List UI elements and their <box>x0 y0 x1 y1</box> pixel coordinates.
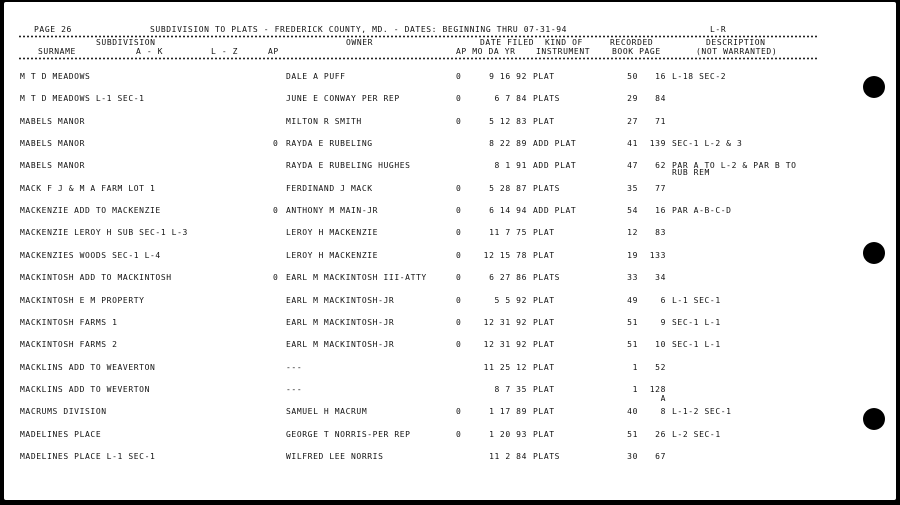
description: L-1-2 SEC-1 <box>672 407 732 417</box>
date-ap-marker: 0 <box>456 429 462 439</box>
owner-name: GEORGE T NORRIS-PER REP <box>286 429 411 439</box>
recorded-page-suffix: A <box>660 393 666 403</box>
recorded-book: 19 <box>627 250 638 260</box>
date-filed: 5 12 83 <box>489 116 527 126</box>
instrument-kind: PLATS <box>533 273 561 283</box>
date-filed: 9 16 92 <box>489 72 527 81</box>
owner-name: SAMUEL H MACRUM <box>286 407 368 417</box>
owner-name: DALE A PUFF <box>286 72 346 81</box>
date-filed: 8 7 35 <box>494 384 527 394</box>
description: L-18 SEC-2 <box>672 72 727 81</box>
recorded-book: 41 <box>627 139 638 149</box>
owner-name: JUNE E CONWAY PER REP <box>286 94 400 104</box>
recorded-book: 51 <box>627 429 638 439</box>
owner-name: --- <box>286 384 303 394</box>
owner-name: MILTON R SMITH <box>286 116 362 126</box>
col-recorded: RECORDED <box>610 38 654 47</box>
date-filed: 6 14 94 <box>489 206 527 216</box>
subdivision-name: MACRUMS DIVISION <box>20 407 107 417</box>
recorded-page: 6 <box>660 295 666 305</box>
col-not-warranted: (NOT WARRANTED) <box>696 47 778 56</box>
date-ap-marker: 0 <box>456 206 462 216</box>
subdivision-name: MACKLINS ADD TO WEVERTON <box>20 384 150 394</box>
recorded-page: 10 <box>655 340 666 350</box>
table-row <box>4 206 896 224</box>
recorded-book: 30 <box>627 451 638 461</box>
ap-marker: 0 <box>273 206 279 216</box>
recorded-book: 29 <box>627 94 638 104</box>
description: PAR A-B-C-D <box>672 206 732 216</box>
table-row <box>4 273 896 291</box>
date-ap-marker: 0 <box>456 340 462 350</box>
date-ap-marker: 0 <box>456 72 462 81</box>
owner-name: EARL M MACKINTOSH-JR <box>286 317 395 327</box>
instrument-kind: PLATS <box>533 451 561 461</box>
date-ap-marker: 0 <box>456 273 462 283</box>
description: SEC-1 L-1 <box>672 317 721 327</box>
recorded-page: 16 <box>655 72 666 81</box>
subdivision-name: MACKINTOSH ADD TO MACKINTOSH <box>20 273 172 283</box>
date-filed: 8 1 91 <box>494 161 527 171</box>
recorded-page: 26 <box>655 429 666 439</box>
table-row <box>4 430 896 448</box>
recorded-page: 62 <box>655 161 666 171</box>
ap-marker: 0 <box>273 139 279 149</box>
instrument-kind: PLAT <box>533 362 555 372</box>
punch-hole-icon <box>863 242 885 264</box>
subdivision-name: MACKINTOSH FARMS 1 <box>20 317 118 327</box>
date-filed: 12 15 78 <box>483 250 527 260</box>
recorded-book: 47 <box>627 161 638 171</box>
recorded-page: 8 <box>660 407 666 417</box>
col-subdivision: SUBDIVISION <box>96 38 156 47</box>
instrument-kind: PLATS <box>533 94 561 104</box>
table-row <box>4 117 896 135</box>
instrument-kind: PLAT <box>533 250 555 260</box>
instrument-kind: PLAT <box>533 407 555 417</box>
subdivision-name: MABELS MANOR <box>20 139 85 149</box>
recorded-book: 40 <box>627 407 638 417</box>
description: L-2 SEC-1 <box>672 429 721 439</box>
recorded-book: 49 <box>627 295 638 305</box>
punch-hole-icon <box>863 408 885 430</box>
date-ap-marker: 0 <box>456 295 462 305</box>
description: L-1 SEC-1 <box>672 295 721 305</box>
instrument-kind: PLAT <box>533 116 555 126</box>
date-filed: 5 28 87 <box>489 183 527 193</box>
recorded-book: 51 <box>627 317 638 327</box>
table-row <box>4 385 896 403</box>
owner-name: WILFRED LEE NORRIS <box>286 451 384 461</box>
owner-name: FERDINAND J MACK <box>286 183 373 193</box>
recorded-book: 50 <box>627 72 638 81</box>
page-number: PAGE 26 <box>34 25 72 34</box>
owner-name: EARL M MACKINTOSH-JR <box>286 340 395 350</box>
recorded-page: 77 <box>655 183 666 193</box>
col-a-k: A - K <box>136 47 164 56</box>
description: SEC-1 L-2 & 3 <box>672 139 743 149</box>
date-filed: 1 20 93 <box>489 429 527 439</box>
owner-name: LEROY H MACKENZIE <box>286 250 379 260</box>
table-row <box>4 407 896 425</box>
owner-name: --- <box>286 362 303 372</box>
subdivision-name: MACKINTOSH FARMS 2 <box>20 340 118 350</box>
owner-name: ANTHONY M MAIN-JR <box>286 206 379 216</box>
subdivision-name: MACKINTOSH E M PROPERTY <box>20 295 145 305</box>
col-book-page: BOOK PAGE <box>612 47 661 56</box>
table-row <box>4 452 896 470</box>
date-filed: 5 5 92 <box>494 295 527 305</box>
description-continued: RUB REM <box>672 168 710 178</box>
instrument-kind: PLAT <box>533 72 555 81</box>
subdivision-name: MABELS MANOR <box>20 161 85 171</box>
subdivision-name: MABELS MANOR <box>20 116 85 126</box>
col-instrument: INSTRUMENT <box>536 47 591 56</box>
recorded-book: 51 <box>627 340 638 350</box>
date-filed: 6 7 84 <box>494 94 527 104</box>
owner-name: RAYDA E RUBELING <box>286 139 373 149</box>
recorded-page: 34 <box>655 273 666 283</box>
subdivision-name: MACKENZIE ADD TO MACKENZIE <box>20 206 161 216</box>
date-filed: 12 31 92 <box>483 317 527 327</box>
date-ap-marker: 0 <box>456 94 462 104</box>
date-ap-marker: 0 <box>456 407 462 417</box>
recorded-page: 71 <box>655 116 666 126</box>
description: PAR A TO L-2 & PAR B TO <box>672 161 797 171</box>
owner-name: LEROY H MACKENZIE <box>286 228 379 238</box>
date-ap-marker: 0 <box>456 228 462 238</box>
recorded-page: 52 <box>655 362 666 372</box>
instrument-kind: PLAT <box>533 317 555 327</box>
owner-name: EARL M MACKINTOSH-JR <box>286 295 395 305</box>
table-row <box>4 251 896 269</box>
subdivision-name: MACKENZIES WOODS SEC-1 L-4 <box>20 250 161 260</box>
subdivision-name: MADELINES PLACE L-1 SEC-1 <box>20 451 156 461</box>
date-ap-marker: 0 <box>456 250 462 260</box>
recorded-book: 1 <box>632 362 638 372</box>
instrument-kind: ADD PLAT <box>533 206 577 216</box>
col-ap-mo-da-yr: AP MO DA YR <box>456 47 516 56</box>
instrument-kind: PLAT <box>533 429 555 439</box>
description: SEC-1 L-1 <box>672 340 721 350</box>
instrument-kind: PLAT <box>533 340 555 350</box>
col-description: DESCRIPTION <box>706 38 766 47</box>
date-ap-marker: 0 <box>456 116 462 126</box>
col-date-filed: DATE FILED <box>480 38 535 47</box>
col-surname: SURNAME <box>38 47 76 56</box>
table-row <box>4 340 896 358</box>
recorded-page: 128 <box>649 384 666 394</box>
date-filed: 11 2 84 <box>489 451 527 461</box>
range-label: L-R <box>710 25 727 34</box>
table-row <box>4 228 896 246</box>
recorded-page: 67 <box>655 451 666 461</box>
subdivision-name: MADELINES PLACE <box>20 429 102 439</box>
recorded-book: 54 <box>627 206 638 216</box>
owner-name: RAYDA E RUBELING HUGHES <box>286 161 411 171</box>
date-filed: 6 27 86 <box>489 273 527 283</box>
ap-marker: 0 <box>273 273 279 283</box>
recorded-page: 139 <box>649 139 666 149</box>
instrument-kind: PLAT <box>533 384 555 394</box>
subdivision-name: M T D MEADOWS <box>20 72 91 81</box>
subdivision-name: M T D MEADOWS L-1 SEC-1 <box>20 94 145 104</box>
table-row <box>4 139 896 157</box>
table-row <box>4 72 896 90</box>
col-owner: OWNER <box>346 38 374 47</box>
date-ap-marker: 0 <box>456 317 462 327</box>
table-row <box>4 161 896 179</box>
recorded-page: 84 <box>655 94 666 104</box>
subdivision-name: MACKLINS ADD TO WEAVERTON <box>20 362 156 372</box>
col-l-z: L - Z <box>211 47 239 56</box>
recorded-book: 1 <box>632 384 638 394</box>
instrument-kind: PLAT <box>533 228 555 238</box>
date-filed: 11 25 12 <box>483 362 527 372</box>
recorded-book: 12 <box>627 228 638 238</box>
col-kind-of: KIND OF <box>545 38 583 47</box>
date-filed: 8 22 89 <box>489 139 527 149</box>
instrument-kind: PLATS <box>533 183 561 193</box>
recorded-book: 33 <box>627 273 638 283</box>
date-ap-marker: 0 <box>456 183 462 193</box>
instrument-kind: ADD PLAT <box>533 139 577 149</box>
date-filed: 11 7 75 <box>489 228 527 238</box>
table-row <box>4 296 896 314</box>
table-row <box>4 318 896 336</box>
recorded-page: 16 <box>655 206 666 216</box>
table-row <box>4 94 896 112</box>
recorded-page: 133 <box>649 250 666 260</box>
instrument-kind: PLAT <box>533 295 555 305</box>
punch-hole-icon <box>863 76 885 98</box>
owner-name: EARL M MACKINTOSH III-ATTY <box>286 273 427 283</box>
recorded-book: 27 <box>627 116 638 126</box>
subdivision-name: MACKENZIE LEROY H SUB SEC-1 L-3 <box>20 228 188 238</box>
subdivision-name: MACK F J & M A FARM LOT 1 <box>20 183 156 193</box>
table-row <box>4 184 896 202</box>
table-row <box>4 363 896 381</box>
header-rule-bottom <box>18 57 818 60</box>
page-title: SUBDIVISION TO PLATS - FREDERICK COUNTY, MD. - DATES: BEGINNING THRU 07-31-94 <box>150 25 568 34</box>
instrument-kind: ADD PLAT <box>533 161 577 171</box>
recorded-book: 35 <box>627 183 638 193</box>
date-filed: 1 17 89 <box>489 407 527 417</box>
col-ap: AP <box>268 47 279 56</box>
recorded-page: 9 <box>660 317 666 327</box>
recorded-page: 83 <box>655 228 666 238</box>
date-filed: 12 31 92 <box>483 340 527 350</box>
ledger-page <box>4 2 896 500</box>
